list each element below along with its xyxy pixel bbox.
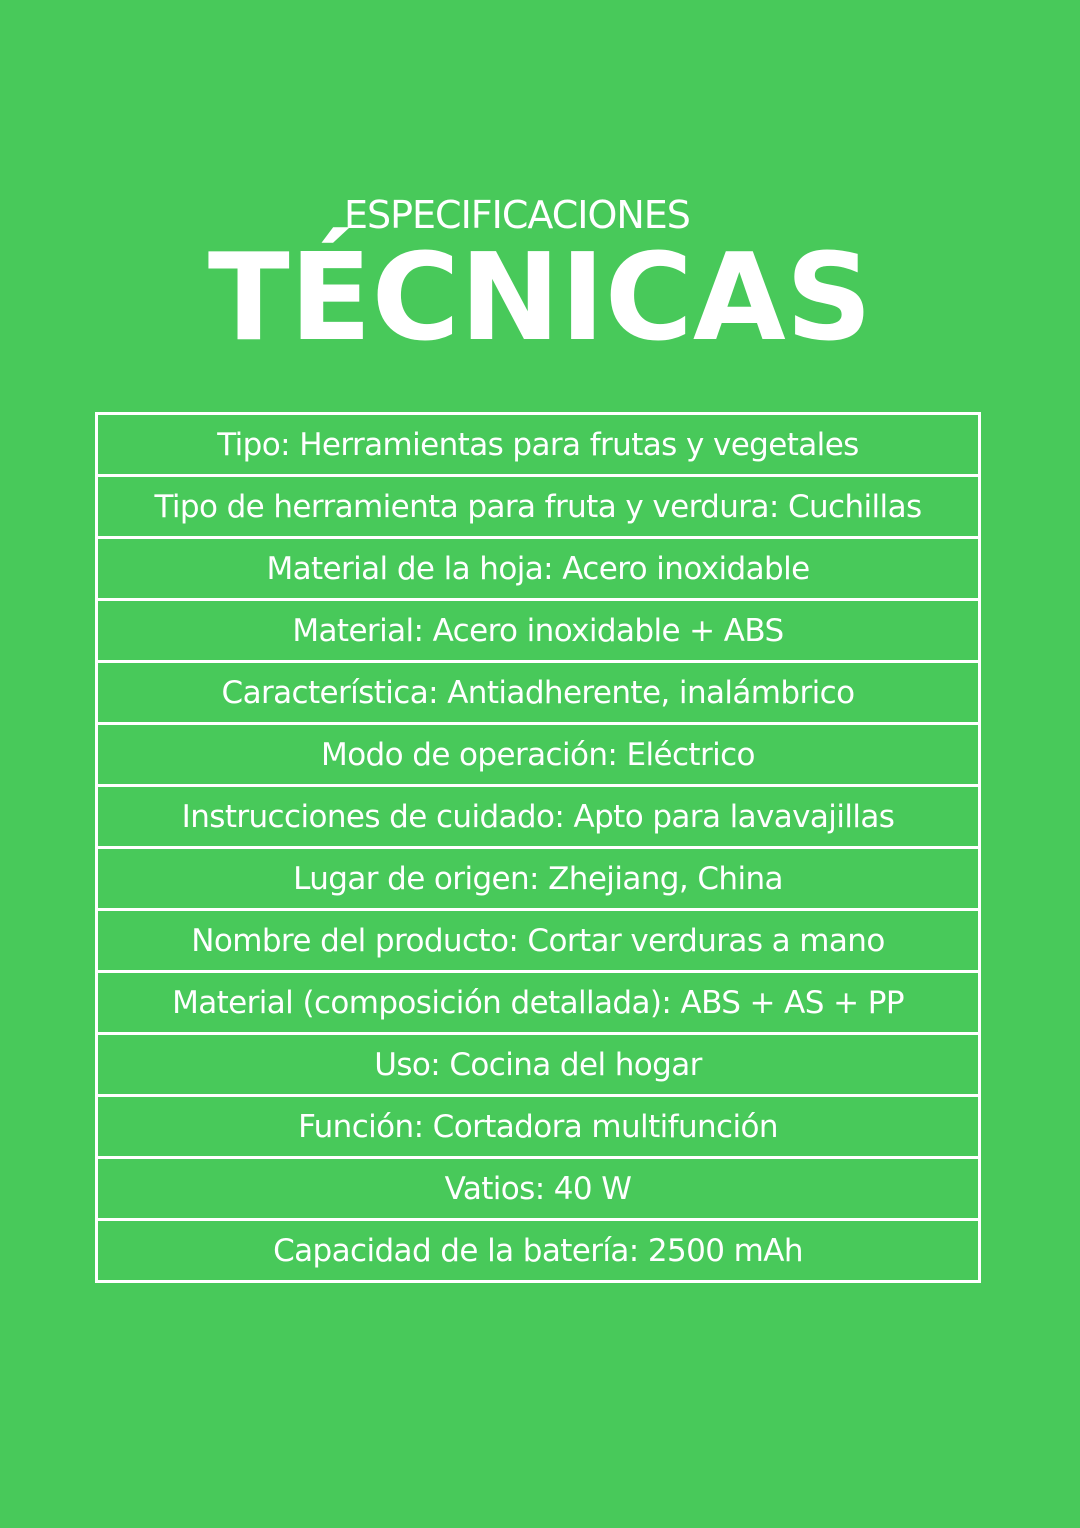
table-row xyxy=(97,786,980,848)
spec-cell: Uso: Cocina del hogar xyxy=(97,1034,980,1096)
table-row xyxy=(97,724,980,786)
spec-cell: Característica: Antiadherente, inalámbrico xyxy=(97,662,980,724)
table-row xyxy=(97,476,980,538)
spec-cell: Lugar de origen: Zhejiang, China xyxy=(97,848,980,910)
table-row xyxy=(97,600,980,662)
table-row xyxy=(97,848,980,910)
table-row xyxy=(97,1034,980,1096)
table-row xyxy=(97,1096,980,1158)
spec-cell: Tipo de herramienta para fruta y verdura: Cuchillas xyxy=(97,476,980,538)
spec-cell: Modo de operación: Eléctrico xyxy=(97,724,980,786)
spec-cell: Material (composición detallada): ABS + AS + PP xyxy=(97,972,980,1034)
table-row xyxy=(97,910,980,972)
page-title: TÉCNICAS xyxy=(207,229,873,368)
spec-cell: Tipo: Herramientas para frutas y vegetales xyxy=(97,414,980,476)
spec-cell: Vatios: 40 W xyxy=(97,1158,980,1220)
spec-table xyxy=(95,412,981,1283)
table-row xyxy=(97,1220,980,1282)
spec-cell: Función: Cortadora multifunción xyxy=(97,1096,980,1158)
spec-cell: Material: Acero inoxidable + ABS xyxy=(97,600,980,662)
table-row xyxy=(97,662,980,724)
table-row xyxy=(97,538,980,600)
page-subtitle: ESPECIFICACIONES xyxy=(344,193,690,237)
spec-cell: Nombre del producto: Cortar verduras a mano xyxy=(97,910,980,972)
spec-cell: Instrucciones de cuidado: Apto para lavavajillas xyxy=(97,786,980,848)
table-row xyxy=(97,414,980,476)
spec-cell: Material de la hoja: Acero inoxidable xyxy=(97,538,980,600)
spec-cell: Capacidad de la batería: 2500 mAh xyxy=(97,1220,980,1282)
table-row xyxy=(97,972,980,1034)
header xyxy=(0,0,1080,400)
table-row xyxy=(97,1158,980,1220)
